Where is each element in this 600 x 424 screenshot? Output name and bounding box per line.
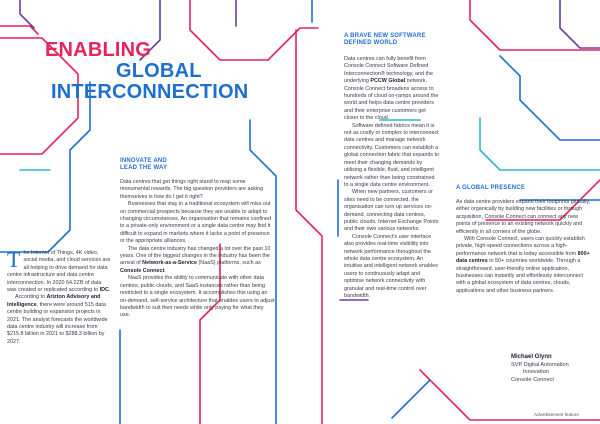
global-section-title: A GLOBAL PRESENCE <box>456 185 526 191</box>
brave-p3: When new partners, customers or sites need to be connected, the organisation can turn up services on-demand, connecting data centres, public clouds, Internet Exchange Points and their own various networks. <box>344 189 439 233</box>
innovate-p3-c: . <box>164 267 166 274</box>
advertisement-feature-label: Advertisement feature <box>534 412 579 417</box>
headline-line-2: GLOBAL <box>116 60 202 82</box>
author-block <box>511 354 600 384</box>
line-blue-left <box>0 82 90 252</box>
global-column <box>456 199 592 295</box>
headline-line-1: ENABLING <box>45 39 152 61</box>
innovate-title-2: LEAD THE WAY <box>120 165 168 172</box>
innovate-p2: Businesses that stay in a traditional ecosystem will miss out on commercial prospects because they are unable to adapt to changing circumstances. An organisation that remains confined to a private-only environment or a single data centre may find it difficult to expand in markets where it lacks a point of presence or the appropriate alliances. <box>120 201 272 245</box>
innovate-p3-b: (NaaS) platforms, such as <box>197 260 261 267</box>
innovate-p1: Data centres that get things right stand to reap some monumental rewards. The big question providers are asking themselves is how do I get it right? <box>120 179 264 200</box>
brave-p1-b: network. Console Connect broadens access to hundreds of cloud on-ramps around the world and helps data centre providers and their enterprise customers get closer to the cloud. <box>344 78 439 122</box>
innovate-column <box>120 179 275 320</box>
intro-text-2: . <box>108 287 111 294</box>
author-title-1: SVP Digital Automation <box>511 361 569 368</box>
global-p2-a: With Console Connect, users can quickly establish private, high-speed connections across a high-performance network that is today accessible from <box>456 236 585 257</box>
console-connect-label: Console Connect <box>120 267 165 274</box>
pccw-label: PCCW Global <box>370 78 406 85</box>
data-centres-count: 800+ data centres <box>456 250 590 265</box>
brave-p1-a: Data centres can fully benefit from Console Connect Software Defined Interconnection® technology, and the underlying <box>344 56 433 85</box>
headline <box>45 40 248 103</box>
intro-text-1: he Internet of Things, 4K video, social media, and cloud services are all helping to drive demand for data centre infrastructure and data centre interconnection. In 2020 64.2ZB of data was created or replicated according to <box>7 250 111 294</box>
brave-p4: Console Connect's user interface also provides real-time visibility into network performance throughout the whole data centre ecosystem. An intuitive and intelligent network enables users to continuously adapt and optimise network connectivity with granular and real-time control over bandwidth. <box>344 233 438 299</box>
innovate-p4: NaaS provides the ability to communicate with other data centres, public clouds, and SaaS instances rather than being restricted to a single ecosystem. It accomplishes this using an on-demand, self-service architecture that enables users to adjust bandwidth to suit their needs while only paying for what they use. <box>120 275 275 319</box>
intro-p2-b: , there were around 515 data centre building or expansion projects in 2021. The analyst forecasts the worldwide data centre industry will increase from $215.8 billion in 2021 to $288.3 billion by 2027. <box>7 301 108 345</box>
innovate-section-title <box>120 158 167 173</box>
line-blue-right <box>500 56 600 140</box>
line-pink-right <box>470 0 600 50</box>
headline-line-3: INTERCONNECTION <box>51 81 249 103</box>
arizton-label: Arizton Advisory and Intelligence <box>7 294 101 308</box>
brave-title-1: A BRAVE NEW SOFTWARE <box>344 33 426 39</box>
innovate-p3-a: The data centre industry has changed a lot over the past 10 years. One of the biggest changes in the industry has been the arrival of <box>120 245 271 267</box>
brave-p2: Software defined fabrics mean it is not as costly or complex to interconnect data centres and manage network connectivity. Customers can establish a global connection fabric that expands to meet their changing demands by utilising a flexible, fluid, and intelligent network rather than being constrained to a single data centre environment. <box>344 122 439 188</box>
global-p2-b: in 50+ countries worldwide. Through a straightforward, user-friendly online application, businesses can instantly and effortlessly interconnect with a global ecosystem of data centres, clouds, applications and other business partners. <box>456 258 583 294</box>
innovate-title-1: INNOVATE AND <box>120 158 167 164</box>
line-purple-left <box>20 0 34 28</box>
intro-column <box>7 247 111 346</box>
brave-title-2: DEFINED WORLD <box>344 40 398 47</box>
line-pink-center <box>296 30 322 424</box>
author-title-2: Innovation <box>523 369 549 376</box>
drop-cap: T <box>7 247 21 272</box>
author-name: Michael Glynn <box>511 354 552 360</box>
brave-column <box>344 56 440 300</box>
idc-label: IDC <box>99 287 109 294</box>
brave-section-title <box>344 33 426 48</box>
global-p1: As data centre providers expand their footprints globally, either organically by building new facilities or through acquisition, Console Connect can connect any new points of presence to an existing network quickly and efficiently in all corners of the globe. <box>456 199 591 235</box>
line-teal-right <box>480 118 600 170</box>
naas-label: Network-as-a-Service <box>142 260 198 267</box>
intro-p2-a: According to <box>15 294 47 301</box>
author-company: Console Connect <box>511 376 554 383</box>
